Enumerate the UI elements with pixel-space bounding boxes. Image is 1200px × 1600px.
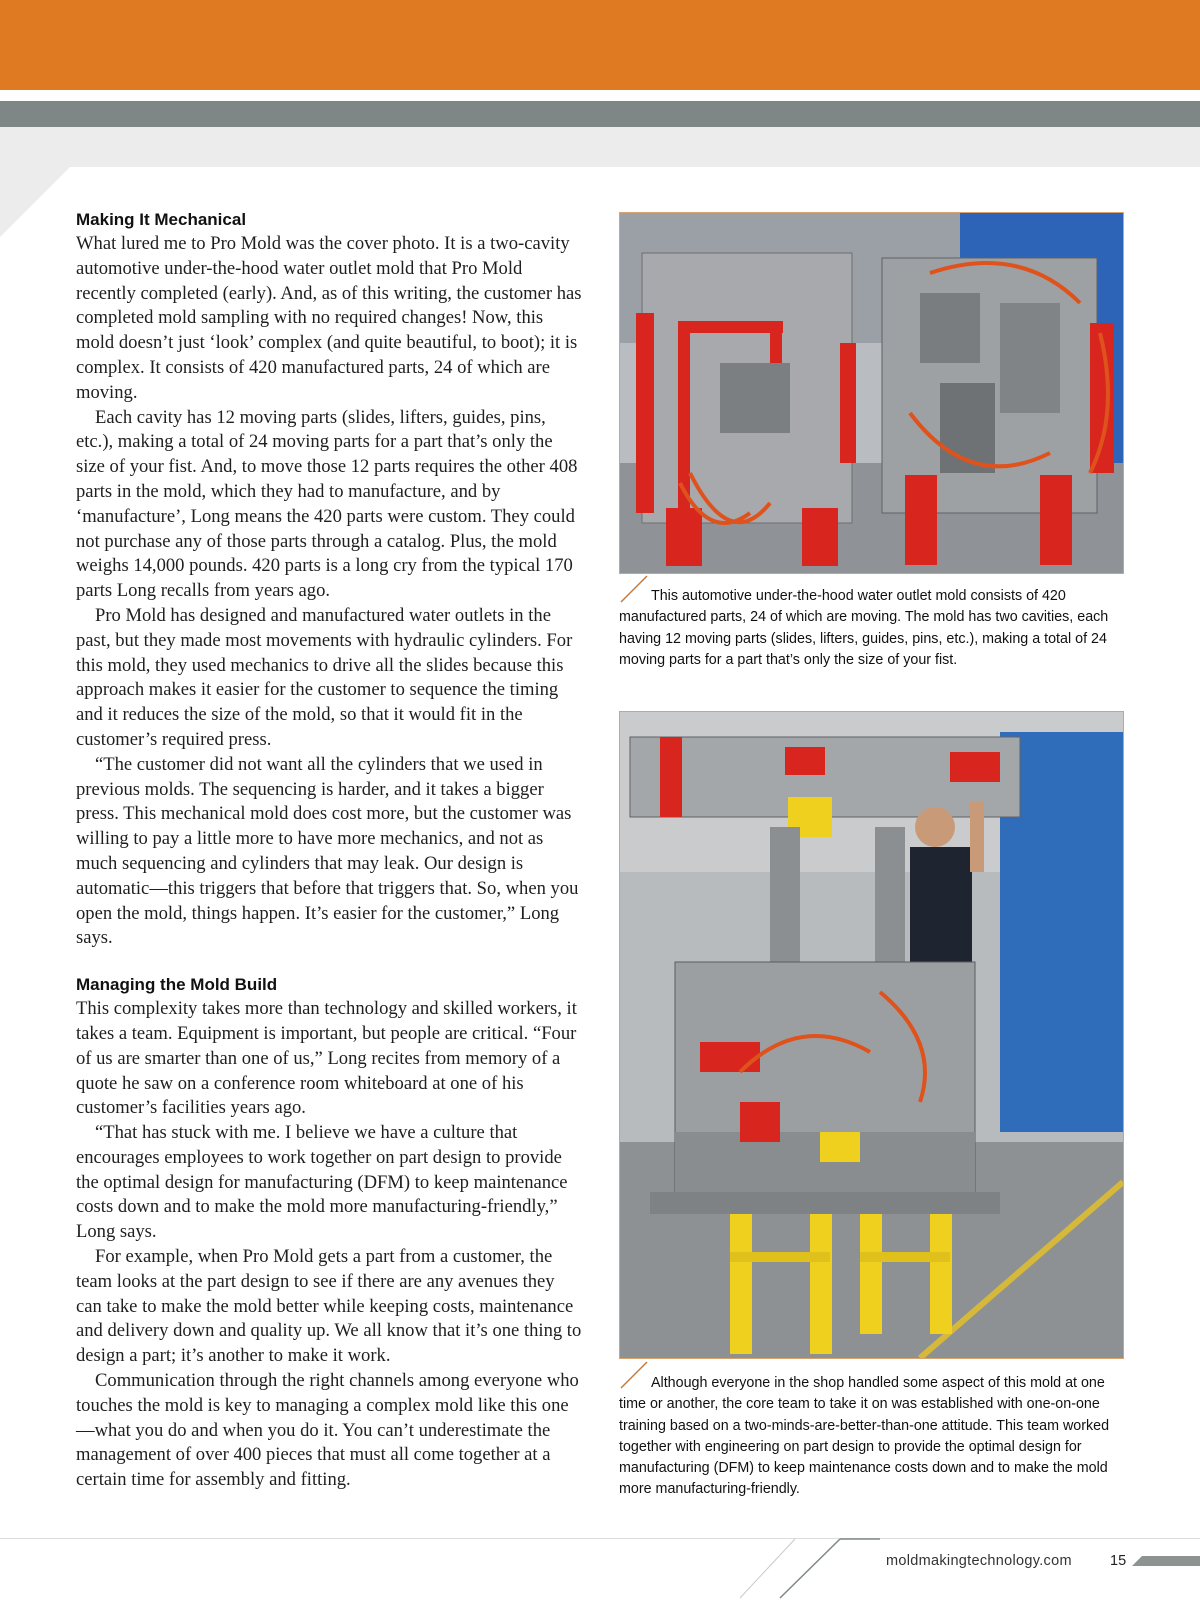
- corner-decoration: [0, 167, 70, 237]
- body-paragraph: Communication through the right channels among everyone who touches the mold is key to managing a complex mold like this one—what you do and when you do it. You can’t underestimate the management of over 400 pieces that must all come together at a certain time for assembly and fitting.: [76, 1370, 579, 1491]
- body-paragraph: What lured me to Pro Mold was the cover photo. It is a two-cavity automotive under-the-hood water outlet mold that Pro Mold recently completed (early). And, as of this writing, the customer has completed mold sampling with no required changes! Now, this mold doesn’t just ‘look’ complex (and quite beautiful, to boot); it is complex. It consists of 420 manufactured parts, 24 of which are moving.: [76, 233, 582, 403]
- mold-photo-1: [619, 212, 1124, 574]
- body-paragraph: “That has stuck with me. I believe we have a culture that encourages employees to work together on part design to provide the optimal design for manufacturing (DFM) to keep maintenance costs down and to make the mold more manufacturing-friendly,” Long says.: [76, 1122, 568, 1243]
- footer-rule: [0, 1538, 1200, 1539]
- section-heading: Managing the Mold Build: [76, 975, 278, 995]
- body-paragraph: Each cavity has 12 moving parts (slides, lifters, guides, pins, etc.), making a total of 24 moving parts for a part that’s only the size of your fist. And, to move those 12 parts requires the other 408 parts in the mold, which they had to manufacture, and by ‘manufacture’, Long means the 420 parts were custom. They could not purchase any of those parts through a catalog. Plus, the mold weighs 14,000 pounds. 420 parts is a long cry from the typical 170 parts Long recalls from years ago.: [76, 406, 578, 602]
- header-gray-band: [0, 101, 1200, 127]
- page-number-bar: [1132, 1556, 1200, 1566]
- figure-caption: Although everyone in the shop handled some aspect of this mold at one time or another, the core team to take it on was established with one-on-one training based on a two-minds-are-better-than-one attitude. This team worked together with engineering on part design to provide the optimal design for manufacturing (DFM) to keep maintenance costs down and to make the mold more manufacturing-friendly.: [619, 1375, 1110, 1498]
- section-managing: [76, 975, 582, 1493]
- header-spacer: [0, 90, 1200, 101]
- footer-decoration: [740, 1536, 880, 1600]
- figure-caption: This automotive under-the-hood water outlet mold consists of 420 manufactured parts, 24 of which are moving. The mold has two cavities, each having 12 moving parts (slides, lifters, guides, pins, etc.), making a total of 24 moving parts for a part that’s only the size of your fist.: [619, 588, 1109, 668]
- body-paragraph: This complexity takes more than technology and skilled workers, it takes a team. Equipment is important, but people are critical. “Four of us are smarter than one of us,” Long recites from memory of a quote he saw on a conference room whiteboard at one of his customer’s facilities years ago.: [76, 998, 577, 1119]
- header-light-band: [0, 127, 1200, 167]
- article-body: [76, 210, 582, 1493]
- page-number: 15: [1110, 1553, 1127, 1569]
- body-paragraph: “The customer did not want all the cylinders that we used in previous molds. The sequencing is harder, and it takes a bigger press. This mechanical mold does cost more, but the customer was willing to pay a little more to have more mechanics, and not as much sequencing and cylinders that may leak. Our design is automatic—this triggers that before that triggers that. So, when you open the mold, things happen. It’s easier for the customer,” Long says.: [76, 753, 579, 949]
- body-paragraph: Pro Mold has designed and manufactured water outlets in the past, but they made most movements with hydraulic cylinders. For this mold, they used mechanics to drive all the slides because this approach makes it easier for the customer to sequence the timing and it reduces the size of the mold, so that it would fit in the customer’s required press.: [76, 604, 573, 750]
- header-orange-band: [0, 0, 1200, 90]
- body-paragraph: For example, when Pro Mold gets a part from a customer, the team looks at the part design to see if there are any avenues they can take to make the mold better while keeping costs, maintenance and delivery down and quality up. We all know that it’s one thing to design a part; it’s another to make it work.: [76, 1246, 582, 1367]
- mold-photo-2: [619, 711, 1124, 1359]
- section-heading: Making It Mechanical: [76, 210, 247, 229]
- footer-website[interactable]: moldmakingtechnology.com: [886, 1553, 1072, 1569]
